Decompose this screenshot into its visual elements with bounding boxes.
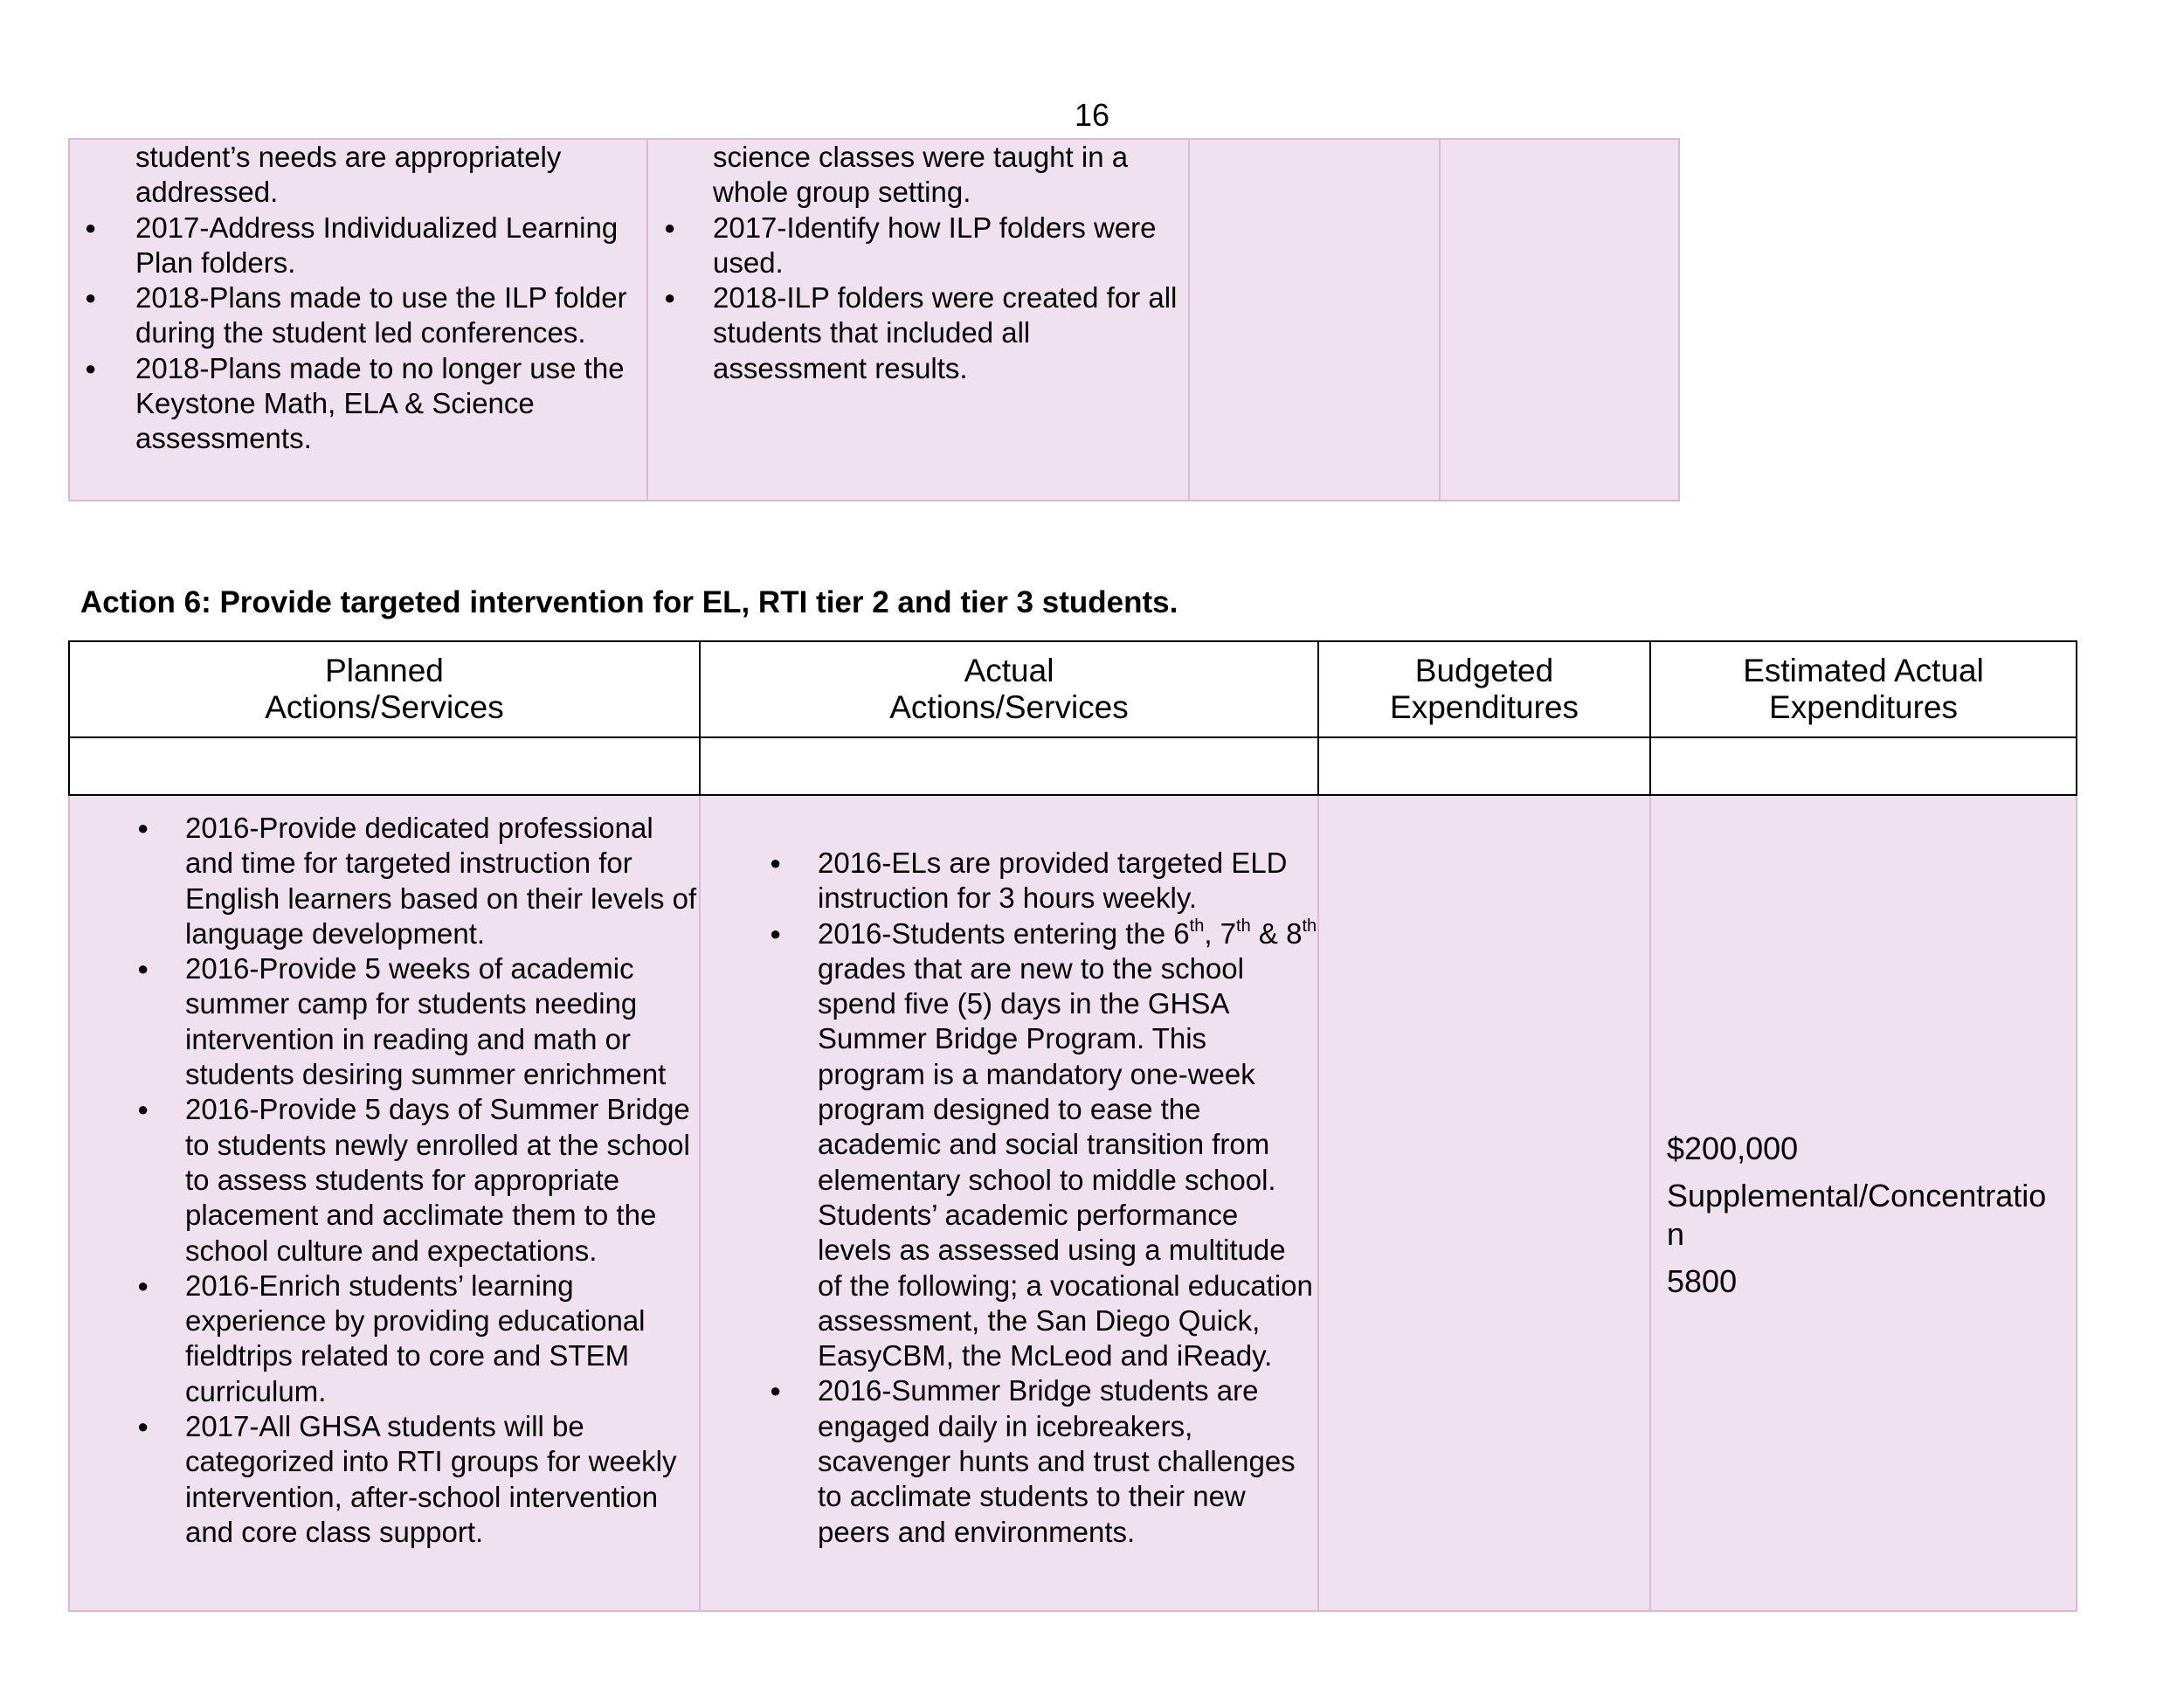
- empty-cell: [700, 737, 1318, 795]
- actual-actions-list: [701, 796, 1317, 1550]
- list-item: ● 2017-All GHSA students will be categorized into RTI groups for weekly intervention, after-school intervention and core class support.: [70, 1409, 699, 1550]
- list-item: ● 2018-Plans made to no longer use the Keystone Math, ELA & Science assessments.: [70, 351, 646, 457]
- budgeted-expenditures-cell: [1318, 795, 1650, 1611]
- budget-code: 5800: [1667, 1263, 1738, 1299]
- top-planned-continuation: student’s needs are appropriately addressed.: [135, 141, 562, 209]
- action-6-heading: Action 6: Provide targeted intervention for EL, RTI tier 2 and tier 3 students.: [80, 585, 1178, 619]
- top-estimated-cell: [1440, 139, 1679, 501]
- empty-cell: [1650, 737, 2077, 795]
- list-item: ● 2018-Plans made to use the ILP folder during the student led conferences.: [70, 280, 646, 351]
- header-estimated-line2: Expenditures: [1769, 689, 1958, 725]
- top-planned-cell: [69, 139, 647, 501]
- list-item: ● 2016-Students entering the 6th, 7th & 8th grades that are new to the school spend five (5) days in the GHSA Summer Bridge Program. This program is a mandatory one-week program designed to ease the academic and social transition from elementary school to middle school. Students’ academic performance levels as assessed using a multitude of the following; a vocational education assessment, the San Diego Quick, EasyCBM, the McLeod and iReady.: [701, 916, 1317, 1374]
- estimated-amount: $200,000: [1667, 1130, 1799, 1166]
- top-actual-continuation: science classes were taught in a whole group setting.: [713, 141, 1129, 209]
- planned-actions-cell: [69, 795, 700, 1611]
- header-actual-line2: Actions/Services: [889, 689, 1129, 725]
- action-6-body-row: [69, 795, 2077, 1611]
- header-planned: [69, 641, 700, 737]
- header-planned-line2: Actions/Services: [265, 689, 504, 725]
- list-item: ● 2016-Provide 5 days of Summer Bridge to students newly enrolled at the school to assess students for appropriate placement and acclimate them to the school culture and expectations.: [70, 1092, 699, 1268]
- list-item: ● 2016-ELs are provided targeted ELD instruction for 3 hours weekly.: [701, 846, 1317, 916]
- header-actual-line1: Actual: [964, 653, 1054, 688]
- header-budgeted: [1318, 641, 1650, 737]
- page-number: 16: [1074, 97, 1110, 133]
- estimated-expenditures-cell: [1650, 795, 2077, 1611]
- planned-actions-list: [70, 796, 699, 1550]
- list-item: ● 2016-Summer Bridge students are engaged daily in icebreakers, scavenger hunts and trust challenges to acclimate students to their new peers and environments.: [701, 1373, 1317, 1549]
- list-item: ● 2016-Provide 5 weeks of academic summer camp for students needing intervention in reading and math or students desiring summer enrichment: [70, 951, 699, 1092]
- list-item: ● 2018-ILP folders were created for all students that included all assessment results.: [648, 280, 1188, 386]
- header-actual: [700, 641, 1318, 737]
- header-budgeted-line1: Budgeted: [1414, 653, 1554, 688]
- header-planned-line1: Planned: [325, 653, 444, 688]
- list-item: ● 2016-Provide dedicated professional and time for targeted instruction for English learners based on their levels of language development.: [70, 811, 699, 951]
- header-estimated-line1: Estimated Actual: [1743, 653, 1984, 688]
- list-item: ● 2016-Enrich students’ learning experience by providing educational fieldtrips related to core and STEM curriculum.: [70, 1269, 699, 1409]
- list-item: ● 2017-Identify how ILP folders were used.: [648, 211, 1188, 281]
- top-continuation-table: [68, 138, 1680, 501]
- empty-row: [69, 737, 2077, 795]
- top-planned-list: [70, 211, 646, 457]
- action-6-table: [68, 640, 2077, 1612]
- actual-actions-cell: [700, 795, 1318, 1611]
- empty-cell: [1318, 737, 1650, 795]
- top-budgeted-cell: [1189, 139, 1440, 501]
- header-estimated: [1650, 641, 2077, 737]
- empty-cell: [69, 737, 700, 795]
- funding-source: Supplemental/Concentration: [1667, 1178, 2047, 1252]
- top-actual-cell: [647, 139, 1189, 501]
- header-budgeted-line2: Expenditures: [1390, 689, 1579, 725]
- top-actual-list: [648, 211, 1188, 386]
- list-item: ● 2017-Address Individualized Learning Plan folders.: [70, 211, 646, 281]
